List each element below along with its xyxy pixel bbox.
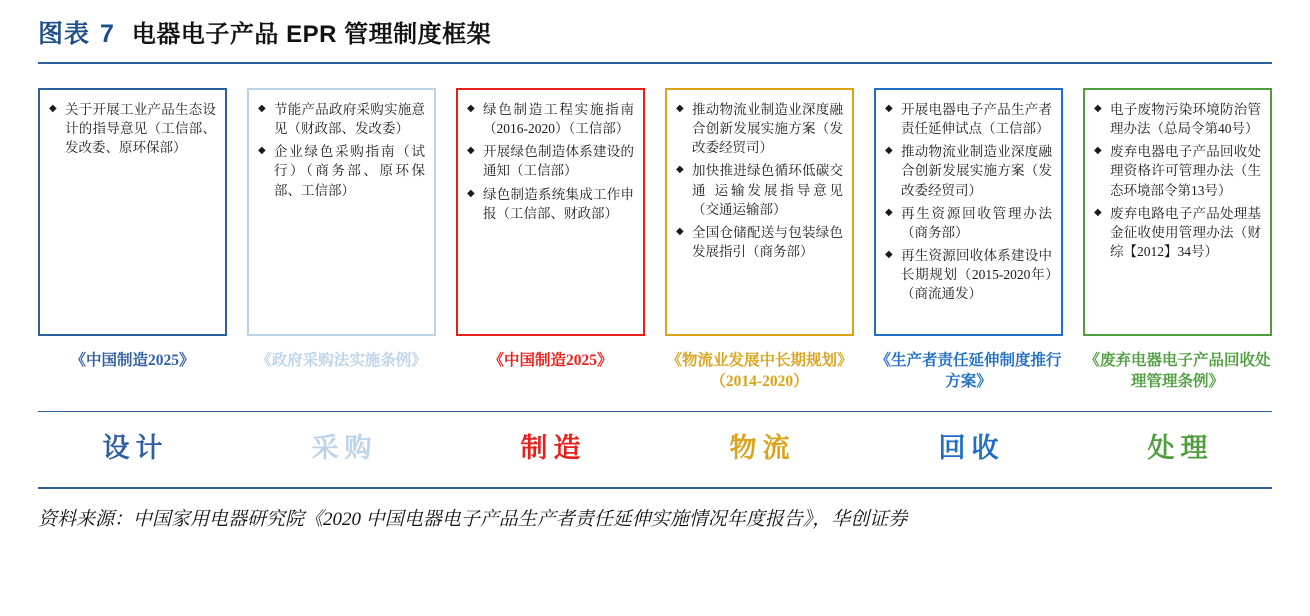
policy-list-manufacturing (467, 100, 634, 227)
epr-framework-diagram (38, 64, 1272, 465)
stage-cell-procurement (247, 412, 436, 465)
list-item: ◆ 电子废物污染环境防治管理办法（总局令第40号） (1094, 100, 1261, 138)
list-item: ◆ 推动物流业制造业深度融合创新发展实施方案（发改委经贸司） (676, 100, 843, 157)
policy-box-recycling (874, 88, 1063, 336)
column-procurement (247, 88, 436, 371)
stage-cell-manufacturing (456, 412, 645, 465)
policy-list-procurement (258, 100, 425, 204)
list-item: ◆ 废弃电路电子产品处理基金征收使用管理办法（财综【2012】34号） (1094, 204, 1261, 261)
list-item: ◆ 企业绿色采购指南（试行）（商务部、原环保部、工信部） (258, 142, 425, 199)
stage-label-treatment: 处理 (1147, 432, 1214, 463)
list-item: ◆ 全国仓储配送与包装绿色发展指引（商务部） (676, 223, 843, 261)
policy-list-treatment (1094, 100, 1261, 265)
figure-title-row (38, 0, 1272, 62)
policy-box-manufacturing (456, 88, 645, 336)
column-logistics (665, 88, 854, 393)
stage-cell-recycling (874, 412, 1063, 465)
column-manufacturing (456, 88, 645, 371)
column-treatment (1083, 88, 1272, 393)
policy-box-logistics (665, 88, 854, 336)
policy-box-procurement (247, 88, 436, 336)
list-item: ◆ 再生资源回收体系建设中长期规划（2015-2020年）（商流通发） (885, 246, 1052, 303)
list-item: ◆ 推动物流业制造业深度融合创新发展实施方案（发改委经贸司） (885, 142, 1052, 199)
stage-label-procurement: 采购 (311, 432, 378, 463)
list-item: ◆ 废弃电器电子产品回收处理资格许可管理办法（生态环境部令第13号） (1094, 142, 1261, 199)
list-item: ◆ 加快推进绿色循环低碳交通 运输发展指导意见（交通运输部） (676, 161, 843, 218)
policy-list-design (49, 100, 216, 161)
stages-row (38, 412, 1272, 465)
figure-number: 7 (100, 20, 114, 48)
caption-procurement: 《政府采购法实施条例》 (256, 352, 427, 369)
list-item: ◆ 绿色制造系统集成工作申报（工信部、财政部） (467, 185, 634, 223)
stage-label-recycling: 回收 (938, 432, 1005, 463)
page-title: 电器电子产品 EPR 管理制度框架 (131, 21, 492, 48)
list-item: ◆ 节能产品政府采购实施意见（财政部、发改委） (258, 100, 425, 138)
figure-label: 图表 (38, 20, 91, 48)
list-item: ◆ 再生资源回收管理办法（商务部） (885, 204, 1052, 242)
column-design (38, 88, 227, 371)
caption-design: 《中国制造2025》 (70, 352, 195, 369)
policy-box-treatment (1083, 88, 1272, 336)
stage-cell-logistics (665, 412, 854, 465)
caption-treatment: 《废弃电器电子产品回收处理管理条例》 (1084, 352, 1271, 391)
stage-label-manufacturing: 制造 (520, 432, 587, 463)
list-item: ◆ 关于开展工业产品生态设计的指导意见（工信部、发改委、原环保部） (49, 100, 216, 157)
source-note: 资料来源：中国家用电器研究院《2020 中国电器电子产品生产者责任延伸实施情况年度报告》，华创证券 (38, 508, 908, 530)
list-item: ◆ 开展绿色制造体系建设的通知（工信部） (467, 142, 634, 180)
policy-box-design (38, 88, 227, 336)
stage-cell-design (38, 412, 227, 465)
caption-manufacturing: 《中国制造2025》 (488, 352, 613, 369)
policy-list-logistics (676, 100, 843, 265)
list-item: ◆ 绿色制造工程实施指南（2016-2020）（工信部） (467, 100, 634, 138)
policy-boxes-row (38, 88, 1272, 393)
caption-logistics: 《物流业发展中长期规划》（2014-2020） (666, 352, 853, 391)
policy-list-recycling (885, 100, 1052, 308)
caption-recycling: 《生产者责任延伸制度推行方案》 (875, 352, 1062, 391)
column-recycling (874, 88, 1063, 393)
list-item: ◆ 开展电器电子产品生产者责任延伸试点（工信部） (885, 100, 1052, 138)
stage-cell-treatment (1083, 412, 1272, 465)
stage-label-logistics: 物流 (729, 432, 796, 463)
stage-label-design: 设计 (102, 432, 169, 463)
